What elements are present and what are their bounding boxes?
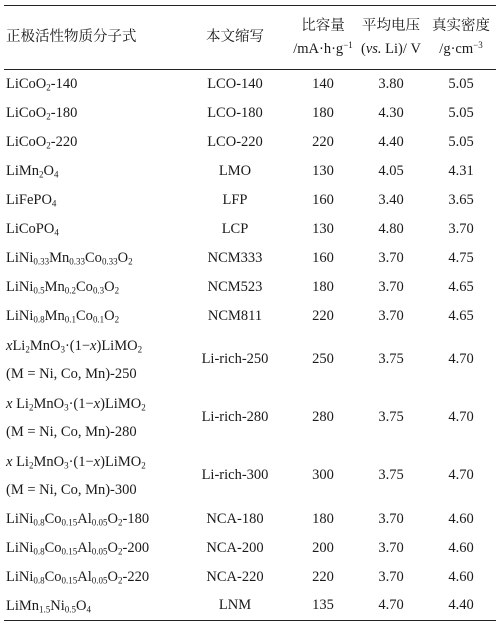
table-row — [4, 534, 496, 563]
formula-segment: 2 — [28, 460, 34, 471]
formula-segment: Li — [12, 337, 26, 354]
cell-density: 4.70 — [448, 467, 474, 483]
formula-segment: 3 — [60, 344, 65, 355]
formula-segment: (M = Ni, Co, Mn)-300 — [6, 481, 137, 498]
formula-line — [6, 273, 180, 301]
formula-segment: -200 — [122, 540, 150, 556]
cell-density: 5.05 — [448, 133, 474, 150]
cell-formula — [4, 244, 180, 273]
formula-segment: 2 — [118, 575, 123, 586]
cell-voltage: 4.05 — [378, 162, 404, 179]
formula-segment: 0.8 — [33, 546, 45, 557]
formula-segment: 0.1 — [92, 314, 105, 325]
cell-abbreviation: Li-rich-300 — [201, 467, 269, 483]
formula-segment: Ni — [50, 597, 65, 614]
formula-segment: O — [107, 540, 118, 556]
table-row — [4, 447, 496, 505]
cell-density: 5.05 — [448, 75, 474, 92]
formula-segment: -140 — [50, 76, 78, 93]
formula-segment: MnO — [33, 453, 65, 470]
formula-segment: 2 — [25, 344, 30, 355]
formula-segment: -220 — [50, 134, 78, 150]
cell-voltage: 4.40 — [378, 133, 404, 150]
header-abbreviation: 本文缩写 — [206, 29, 264, 45]
formula-segment: Co — [76, 308, 93, 324]
cell-capacity: 180 — [312, 278, 334, 295]
formula-segment: 0.33 — [33, 256, 50, 267]
cell-abbreviation: LCP — [221, 220, 249, 237]
cell-formula — [4, 157, 180, 186]
cell-density: 4.40 — [448, 597, 474, 614]
formula-segment: 0.05 — [91, 575, 108, 586]
cell-voltage: 3.70 — [378, 278, 404, 295]
cell-density: 4.60 — [448, 510, 474, 527]
formula-segment: -180 — [50, 105, 78, 121]
cell-density: 3.70 — [448, 220, 474, 237]
cell-formula — [4, 99, 180, 128]
formula-segment: 0.8 — [33, 517, 45, 528]
formula-line — [6, 157, 180, 185]
header-density-unit-exp: −3 — [473, 39, 483, 50]
formula-segment: 0.15 — [61, 575, 78, 586]
formula-segment: Co — [44, 569, 62, 585]
formula-segment: x — [90, 337, 97, 354]
formula-line — [6, 186, 180, 214]
formula-segment: 2 — [141, 402, 146, 413]
cell-formula — [4, 331, 180, 389]
table-row — [4, 128, 496, 157]
formula-segment: 0.33 — [101, 256, 118, 267]
formula-segment: 0.05 — [91, 546, 108, 557]
formula-segment: ·(1− — [68, 395, 94, 412]
cell-voltage: 4.30 — [378, 104, 404, 121]
formula-segment: )LiMO — [100, 453, 142, 470]
formula-segment: Li — [12, 453, 29, 470]
formula-segment: Mn — [49, 250, 70, 266]
formula-segment: O — [104, 279, 115, 295]
formula-line — [6, 332, 180, 360]
formula-segment: LiNi — [6, 308, 34, 324]
cell-voltage: 3.70 — [378, 568, 404, 585]
cell-abbreviation: NCM523 — [207, 278, 263, 295]
cell-abbreviation: LFP — [222, 191, 248, 208]
formula-segment: 2 — [118, 546, 123, 557]
formula-line — [6, 215, 180, 243]
formula-line — [6, 128, 180, 156]
cell-capacity: 160 — [312, 249, 334, 266]
cell-density: 4.60 — [448, 539, 474, 556]
cell-capacity: 160 — [312, 191, 334, 208]
cell-abbreviation: NCM333 — [207, 249, 263, 266]
cell-capacity: 300 — [312, 467, 334, 483]
table-row — [4, 99, 496, 128]
formula-segment: LiCoO — [6, 134, 47, 150]
formula-segment: Mn — [44, 279, 65, 295]
formula-segment: 2 — [137, 344, 143, 355]
formula-line — [6, 534, 180, 562]
formula-segment: 3 — [64, 460, 69, 471]
header-capacity-unit: /mA·h·g — [293, 40, 344, 57]
cell-formula — [4, 534, 180, 563]
formula-segment: 0.2 — [64, 285, 77, 296]
cell-voltage: 3.70 — [378, 307, 404, 324]
formula-segment: )LiMO — [96, 337, 138, 354]
cell-abbreviation: NCA-180 — [206, 510, 264, 527]
table-row — [4, 331, 496, 389]
formula-segment: 3 — [64, 402, 69, 413]
cell-voltage: 3.75 — [378, 409, 404, 425]
cell-capacity: 135 — [312, 597, 334, 614]
formula-segment: x — [93, 453, 101, 470]
formula-segment: Al — [77, 540, 92, 556]
formula-line — [6, 418, 180, 446]
header-density-unit: /g·cm — [439, 40, 474, 57]
cell-density: 4.65 — [448, 307, 474, 324]
formula-segment: 0.8 — [33, 314, 45, 325]
cell-abbreviation: LCO-220 — [207, 133, 263, 150]
cell-formula — [4, 592, 180, 621]
formula-segment: 4 — [86, 604, 91, 615]
formula-segment: LiNi — [6, 540, 34, 556]
cell-density: 4.65 — [448, 278, 474, 295]
cell-formula — [4, 215, 180, 244]
cell-density: 4.31 — [448, 162, 474, 179]
formula-segment: O — [117, 250, 129, 266]
formula-segment: LiNi — [6, 279, 34, 295]
cell-abbreviation: Li-rich-280 — [201, 409, 269, 425]
table-row — [4, 70, 496, 99]
formula-segment: Co — [44, 511, 62, 527]
formula-segment: (M = Ni, Co, Mn)-250 — [6, 365, 137, 382]
formula-segment: 4 — [54, 227, 59, 238]
cell-capacity: 130 — [312, 162, 334, 179]
header-density-title: 真实密度 — [432, 17, 490, 34]
cell-capacity: 220 — [312, 568, 334, 585]
formula-segment: O — [43, 163, 55, 179]
cell-abbreviation: LCO-140 — [207, 75, 263, 92]
cell-abbreviation: Li-rich-250 — [201, 351, 269, 367]
header-specific-capacity — [290, 6, 356, 70]
table-row — [4, 186, 496, 215]
cell-abbreviation: NCA-200 — [206, 539, 264, 556]
header-voltage-vs: vs. — [365, 40, 382, 57]
formula-line — [6, 476, 180, 504]
formula-segment: -220 — [122, 569, 150, 585]
formula-segment: 0.15 — [61, 546, 78, 557]
formula-line — [6, 302, 180, 330]
cell-formula — [4, 302, 180, 331]
header-capacity-unit-exp: −1 — [343, 39, 353, 50]
cell-density: 3.65 — [448, 191, 474, 208]
formula-segment: 4 — [54, 169, 59, 180]
table-row — [4, 244, 496, 273]
cell-voltage: 4.80 — [378, 220, 404, 237]
formula-segment: Mn — [44, 308, 65, 324]
formula-segment: LiCoO — [6, 105, 47, 121]
formula-segment: 0.1 — [64, 314, 77, 325]
formula-segment: LiMn — [6, 597, 40, 614]
cell-voltage: 3.80 — [378, 75, 404, 92]
cell-formula — [4, 186, 180, 215]
header-voltage-title: 平均电压 — [362, 17, 420, 34]
cell-voltage: 3.75 — [378, 467, 404, 483]
formula-segment: 2 — [28, 402, 34, 413]
cell-capacity: 180 — [312, 510, 334, 527]
table-row — [4, 215, 496, 244]
formula-line — [6, 70, 180, 98]
formula-segment: -180 — [122, 511, 150, 527]
formula-line — [6, 99, 180, 127]
header-average-voltage — [356, 6, 426, 70]
cell-capacity: 280 — [312, 409, 334, 425]
formula-line — [6, 390, 180, 418]
cell-voltage: 3.75 — [378, 351, 404, 367]
formula-segment: 2 — [46, 140, 51, 151]
cell-density: 4.70 — [448, 351, 474, 367]
table-row — [4, 157, 496, 186]
cell-capacity: 140 — [312, 75, 334, 92]
header-true-density — [426, 6, 496, 70]
cell-voltage: 3.40 — [378, 191, 404, 208]
formula-segment: Co — [85, 250, 102, 266]
formula-segment: 2 — [114, 314, 120, 325]
cell-abbreviation: LMO — [218, 162, 252, 179]
formula-segment: O — [76, 597, 87, 614]
formula-segment: Al — [77, 511, 92, 527]
cell-capacity: 220 — [312, 133, 334, 150]
cell-abbreviation: LCO-180 — [207, 104, 263, 121]
formula-line — [6, 563, 180, 591]
header-voltage-open: ( — [360, 40, 366, 57]
cell-abbreviation: NCM811 — [207, 307, 263, 324]
formula-segment: 0.15 — [61, 517, 78, 528]
formula-line — [6, 592, 180, 620]
cell-capacity: 200 — [312, 539, 334, 556]
formula-segment: 2 — [46, 82, 51, 93]
formula-segment: LiNi — [6, 250, 34, 266]
formula-segment: 2 — [39, 169, 44, 180]
table-row — [4, 302, 496, 331]
formula-segment: 0.5 — [64, 604, 76, 615]
cell-density: 4.60 — [448, 568, 474, 585]
formula-segment: 0.5 — [33, 285, 45, 296]
cell-capacity: 250 — [312, 351, 334, 367]
table-row — [4, 389, 496, 447]
cell-capacity: 130 — [312, 220, 334, 237]
cell-formula — [4, 563, 180, 592]
formula-segment: Co — [76, 279, 93, 295]
formula-segment: 2 — [141, 460, 146, 471]
cell-voltage: 4.70 — [378, 597, 404, 614]
formula-segment: 2 — [118, 517, 123, 528]
cell-capacity: 180 — [312, 104, 334, 121]
cell-formula — [4, 128, 180, 157]
formula-segment: O — [104, 308, 115, 324]
formula-segment: Li — [12, 395, 29, 412]
table-row — [4, 505, 496, 534]
cell-density: 5.05 — [448, 104, 474, 121]
table-row — [4, 563, 496, 592]
cell-formula — [4, 70, 180, 99]
formula-segment: MnO — [29, 337, 61, 354]
header-capacity-title: 比容量 — [301, 17, 345, 34]
cell-abbreviation: LNM — [218, 597, 252, 614]
formula-line — [6, 244, 180, 272]
formula-segment: LiNi — [6, 569, 34, 585]
cell-formula — [4, 505, 180, 534]
formula-segment: x — [6, 337, 13, 354]
formula-segment: LiMn — [6, 163, 40, 179]
formula-segment: 4 — [51, 198, 57, 209]
formula-segment: x — [93, 395, 101, 412]
formula-segment: ·(1− — [68, 453, 94, 470]
cell-capacity: 220 — [312, 307, 334, 324]
formula-segment: 2 — [114, 285, 120, 296]
cell-voltage: 3.70 — [378, 510, 404, 527]
table-body — [4, 70, 496, 621]
formula-line — [6, 360, 180, 388]
formula-segment: Al — [77, 569, 92, 585]
formula-segment: LiCoPO — [6, 221, 55, 237]
header-voltage-unit: Li)/ V — [381, 40, 422, 57]
cell-formula — [4, 273, 180, 302]
formula-segment: )LiMO — [100, 395, 142, 412]
formula-segment: O — [107, 511, 118, 527]
formula-segment: LiFePO — [6, 192, 52, 208]
formula-segment: 0.8 — [33, 575, 45, 586]
formula-segment: (M = Ni, Co, Mn)-280 — [6, 423, 137, 440]
formula-segment: x — [6, 453, 13, 470]
formula-segment: x — [6, 395, 13, 412]
table-row — [4, 273, 496, 302]
formula-segment: MnO — [33, 395, 65, 412]
table-row — [4, 592, 496, 621]
formula-segment: 0.05 — [91, 517, 108, 528]
formula-segment: O — [107, 569, 118, 585]
formula-segment: LiCoO — [6, 76, 47, 93]
formula-segment: 2 — [46, 111, 51, 122]
cell-formula — [4, 447, 180, 505]
formula-line — [6, 505, 180, 533]
formula-line — [6, 448, 180, 476]
cell-abbreviation: NCA-220 — [206, 568, 264, 585]
cell-density: 4.70 — [448, 409, 474, 425]
cell-voltage: 3.70 — [378, 249, 404, 266]
cell-formula — [4, 389, 180, 447]
formula-segment: 1.5 — [39, 604, 51, 615]
cathode-materials-table — [4, 5, 496, 621]
formula-segment: ·(1− — [64, 337, 91, 354]
header-row — [4, 6, 496, 70]
formula-segment: Co — [44, 540, 62, 556]
formula-segment: 2 — [128, 256, 133, 267]
formula-segment: 0.3 — [92, 285, 105, 296]
header-formula: 正极活性物质分子式 — [6, 29, 137, 45]
cell-density: 4.75 — [448, 249, 474, 266]
formula-segment: 0.33 — [69, 256, 86, 267]
table-header — [4, 6, 496, 70]
formula-segment: LiNi — [6, 511, 34, 527]
cell-voltage: 3.70 — [378, 539, 404, 556]
